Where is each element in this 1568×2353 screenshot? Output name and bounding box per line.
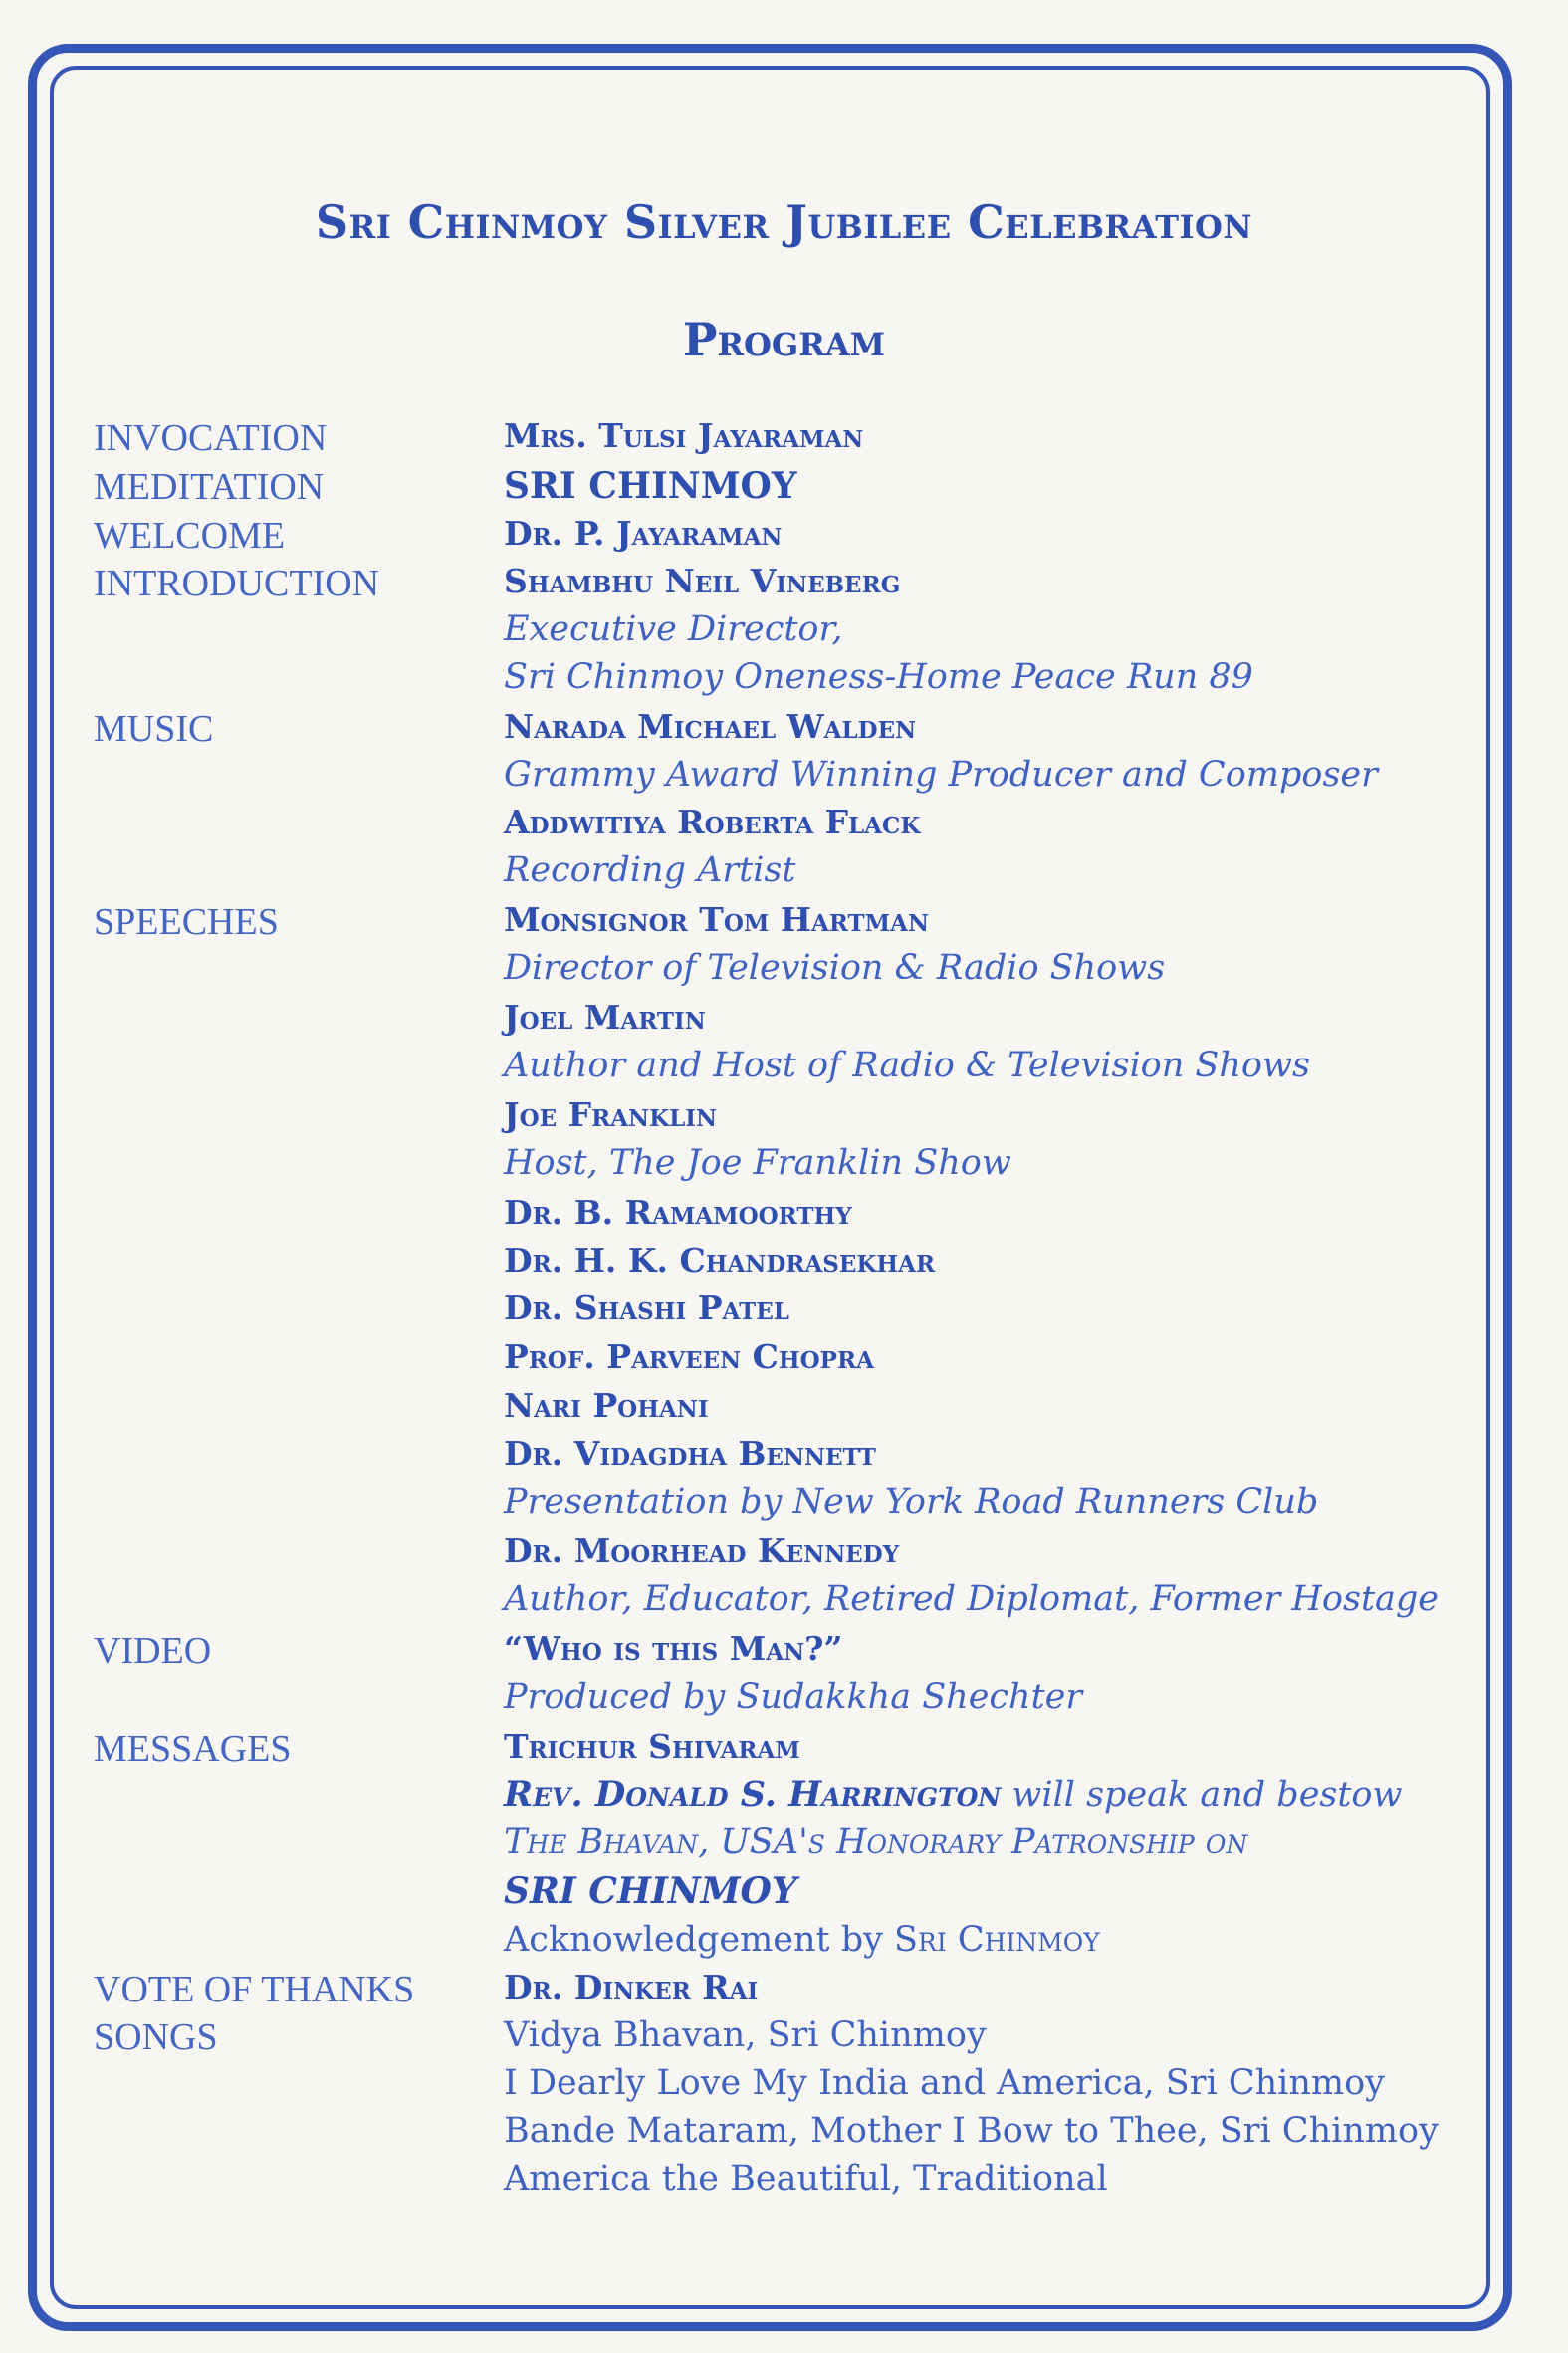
section-label-songs: SONGS bbox=[94, 2016, 218, 2058]
speaker-name: Nari Pohani bbox=[504, 1386, 709, 1425]
program-row-speeches-name3 bbox=[0, 1095, 1568, 1143]
acknowledgement-line bbox=[504, 1920, 1100, 1960]
program-row-music-caption1 bbox=[0, 755, 1568, 803]
program-row-speeches-caption10 bbox=[0, 1579, 1568, 1627]
page-title: Sri Chinmoy Silver Jubilee Celebration bbox=[315, 195, 1253, 249]
speaker-name: Dr. B. Ramamoorthy bbox=[504, 1193, 852, 1232]
video-caption: Produced by Sudakkha Shechter bbox=[504, 1677, 1083, 1717]
introduction-caption: Executive Director, bbox=[504, 609, 843, 649]
speaker-name: Dr. H. K. Chandrasekhar bbox=[504, 1241, 936, 1280]
program-row-speeches-name7 bbox=[0, 1337, 1568, 1385]
speaker-caption: Director of Television & Radio Shows bbox=[504, 948, 1166, 988]
section-label-music: MUSIC bbox=[94, 708, 214, 750]
vote-of-thanks-name: Dr. Dinker Rai bbox=[504, 1968, 759, 2006]
music-caption: Recording Artist bbox=[504, 850, 796, 890]
program-row-introduction bbox=[0, 562, 1568, 609]
speaker-name: Prof. Parveen Chopra bbox=[504, 1337, 874, 1376]
program-row-video-caption bbox=[0, 1677, 1568, 1725]
program-row-speeches-caption2 bbox=[0, 1046, 1568, 1093]
section-label-invocation: INVOCATION bbox=[94, 417, 328, 459]
program-row-songs bbox=[0, 2015, 1568, 2063]
music-name: Narada Michael Walden bbox=[504, 707, 917, 746]
program-row-speeches-caption3 bbox=[0, 1143, 1568, 1191]
speaker-caption: Presentation by New York Road Runners Club bbox=[504, 1482, 1319, 1522]
program-row-speeches-name10 bbox=[0, 1531, 1568, 1579]
song-item: America the Beautiful, Traditional bbox=[504, 2159, 1108, 2199]
program-row-speeches-name5 bbox=[0, 1241, 1568, 1289]
welcome-name: Dr. P. Jayaraman bbox=[504, 514, 783, 553]
speaker-name: Dr. Shashi Patel bbox=[504, 1289, 789, 1327]
program-row-speeches-caption1 bbox=[0, 948, 1568, 996]
speaker-caption: Host, The Joe Franklin Show bbox=[504, 1143, 1011, 1183]
program-row-messages-line3 bbox=[0, 1822, 1568, 1870]
video-title: “Who is this Man?” bbox=[504, 1629, 843, 1668]
program-row-songs-4 bbox=[0, 2159, 1568, 2207]
invocation-name: Mrs. Tulsi Jayaraman bbox=[504, 416, 864, 455]
section-label-welcome: WELCOME bbox=[94, 515, 286, 557]
meditation-name: SRI CHINMOY bbox=[504, 465, 797, 507]
song-item: Bande Mataram, Mother I Bow to Thee, Sri Chinmoy bbox=[504, 2111, 1439, 2151]
program-row-invocation bbox=[0, 416, 1568, 464]
program-row-video bbox=[0, 1629, 1568, 1677]
program-row-speeches bbox=[0, 900, 1568, 948]
messages-speaker-line bbox=[504, 1774, 1402, 1815]
program-row-welcome bbox=[0, 514, 1568, 562]
messages-patronship-line: The Bhavan, USA's Honorary Patronship on bbox=[504, 1822, 1248, 1862]
speaker-caption: Author and Host of Radio & Television Shows bbox=[504, 1046, 1310, 1085]
messages-speaker-rest: will speak and bestow bbox=[1001, 1775, 1403, 1815]
section-label-video: VIDEO bbox=[94, 1630, 212, 1672]
music-caption: Grammy Award Winning Producer and Composer bbox=[504, 755, 1378, 795]
program-row-introduction-caption2 bbox=[0, 657, 1568, 705]
speaker-caption: Author, Educator, Retired Diplomat, Former Hostage bbox=[504, 1579, 1440, 1619]
program-row-speeches-name6 bbox=[0, 1289, 1568, 1336]
program-row-speeches-name8 bbox=[0, 1386, 1568, 1434]
program-row-messages-line2 bbox=[0, 1774, 1568, 1822]
section-label-vote-of-thanks: VOTE OF THANKS bbox=[94, 1969, 415, 2010]
speaker-name: Dr. Vidagdha Bennett bbox=[504, 1434, 876, 1473]
speaker-name: Joe Franklin bbox=[504, 1095, 718, 1134]
messages-name: Trichur Shivaram bbox=[504, 1727, 800, 1765]
acknowledgement-text: Acknowledgement by bbox=[504, 1920, 895, 1960]
program-row-speeches-name4 bbox=[0, 1193, 1568, 1241]
program-row-introduction-caption1 bbox=[0, 609, 1568, 657]
section-label-messages: MESSAGES bbox=[94, 1728, 292, 1769]
section-label-meditation: MEDITATION bbox=[94, 466, 325, 508]
music-name: Addwitiya Roberta Flack bbox=[504, 803, 921, 841]
song-item: I Dearly Love My India and America, Sri Chinmoy bbox=[504, 2063, 1385, 2103]
program-row-messages-honoree bbox=[0, 1870, 1568, 1918]
program-row-music-name2 bbox=[0, 803, 1568, 850]
introduction-caption: Sri Chinmoy Oneness-Home Peace Run 89 bbox=[504, 657, 1253, 697]
program-row-speeches-name2 bbox=[0, 998, 1568, 1046]
program-row-music bbox=[0, 707, 1568, 755]
program-row-messages bbox=[0, 1727, 1568, 1774]
section-label-speeches: SPEECHES bbox=[94, 901, 279, 943]
program-row-speeches-name9 bbox=[0, 1434, 1568, 1482]
introduction-name: Shambhu Neil Vineberg bbox=[504, 562, 901, 600]
program-row-songs-3 bbox=[0, 2111, 1568, 2159]
speaker-name: Dr. Moorhead Kennedy bbox=[504, 1531, 900, 1570]
messages-honoree: SRI CHINMOY bbox=[504, 1870, 797, 1912]
program-row-songs-2 bbox=[0, 2063, 1568, 2111]
messages-speaker-name: Rev. Donald S. Harrington bbox=[504, 1774, 1002, 1815]
speaker-name: Monsignor Tom Hartman bbox=[504, 900, 929, 939]
program-row-vote-of-thanks bbox=[0, 1968, 1568, 2015]
program-heading: Program bbox=[682, 313, 886, 366]
program-row-music-caption2 bbox=[0, 850, 1568, 898]
program-row-meditation bbox=[0, 465, 1568, 513]
program-row-speeches-caption9 bbox=[0, 1482, 1568, 1529]
speaker-name: Joel Martin bbox=[504, 998, 706, 1037]
song-item: Vidya Bhavan, Sri Chinmoy bbox=[504, 2015, 987, 2055]
program-row-messages-ack bbox=[0, 1920, 1568, 1968]
acknowledgement-name: Sri Chinmoy bbox=[894, 1920, 1100, 1960]
section-label-introduction: INTRODUCTION bbox=[94, 563, 380, 604]
